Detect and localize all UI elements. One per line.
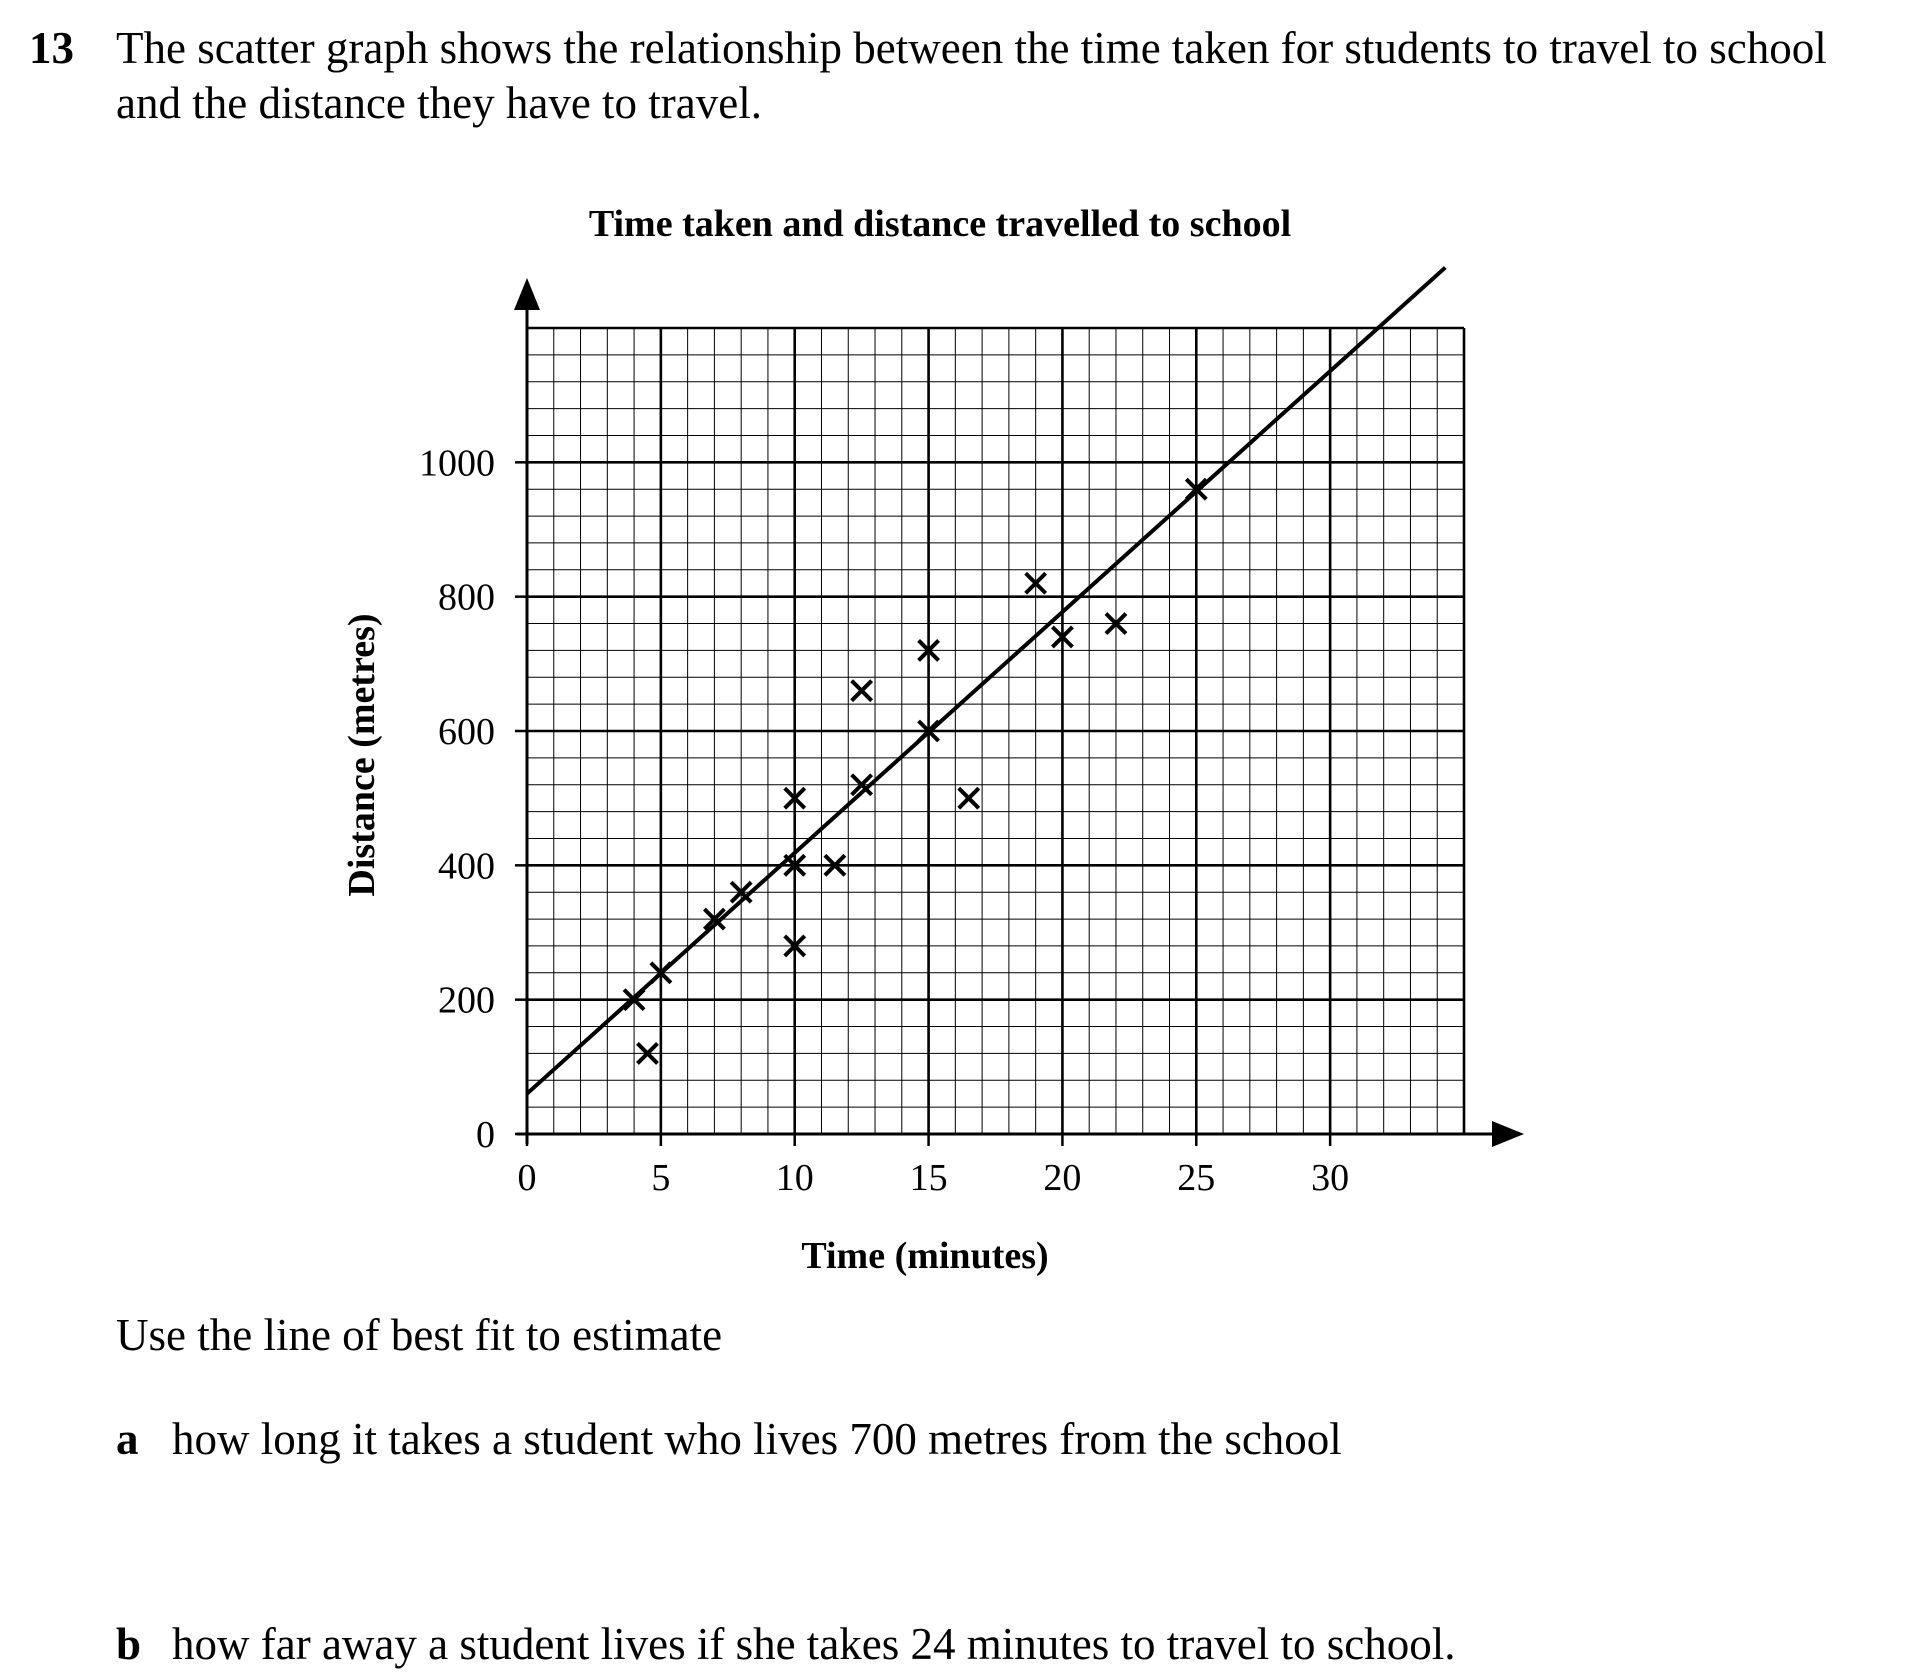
x-tick-label: 25 [1177,1157,1216,1199]
y-axis-arrow [514,278,540,310]
x-tick-label: 5 [651,1157,671,1199]
tick-labels [419,442,1349,1199]
x-tick-label: 15 [909,1157,948,1199]
data-point [852,681,872,701]
y-tick-label: 400 [438,845,495,888]
part-a-letter: a [116,1414,139,1464]
question-stem-line-2: and the distance they have to travel. [116,78,762,128]
x-tick-label: 30 [1311,1157,1350,1199]
instruction-text: Use the line of best fit to estimate [116,1310,723,1360]
y-axis-label: Distance (metres) [341,613,383,897]
data-point [959,788,979,808]
chart-title: Time taken and distance travelled to school [588,203,1292,245]
x-tick-label: 20 [1043,1157,1082,1199]
question-number: 13 [29,23,74,73]
y-tick-label: 0 [476,1114,495,1156]
question-stem-line-1: The scatter graph shows the relationship between the time taken for students to travel to school [116,23,1827,73]
data-points [624,479,1206,1063]
x-tick-label: 0 [517,1157,537,1199]
part-b-text: how far away a student lives if she takes 24 minutes to travel to school. [172,1619,1456,1669]
x-tick-label: 10 [775,1157,814,1199]
major-gridlines [527,328,1464,1134]
x-axis-arrow [1492,1121,1524,1147]
y-tick-label: 1000 [419,442,495,485]
x-axis-label: Time (minutes) [801,1235,1049,1277]
y-tick-label: 600 [438,711,495,753]
y-tick-label: 200 [438,979,495,1022]
part-b-letter: b [116,1619,142,1669]
y-tick-label: 800 [438,576,495,619]
part-a-text: how long it takes a student who lives 700 metres from the school [172,1414,1342,1464]
